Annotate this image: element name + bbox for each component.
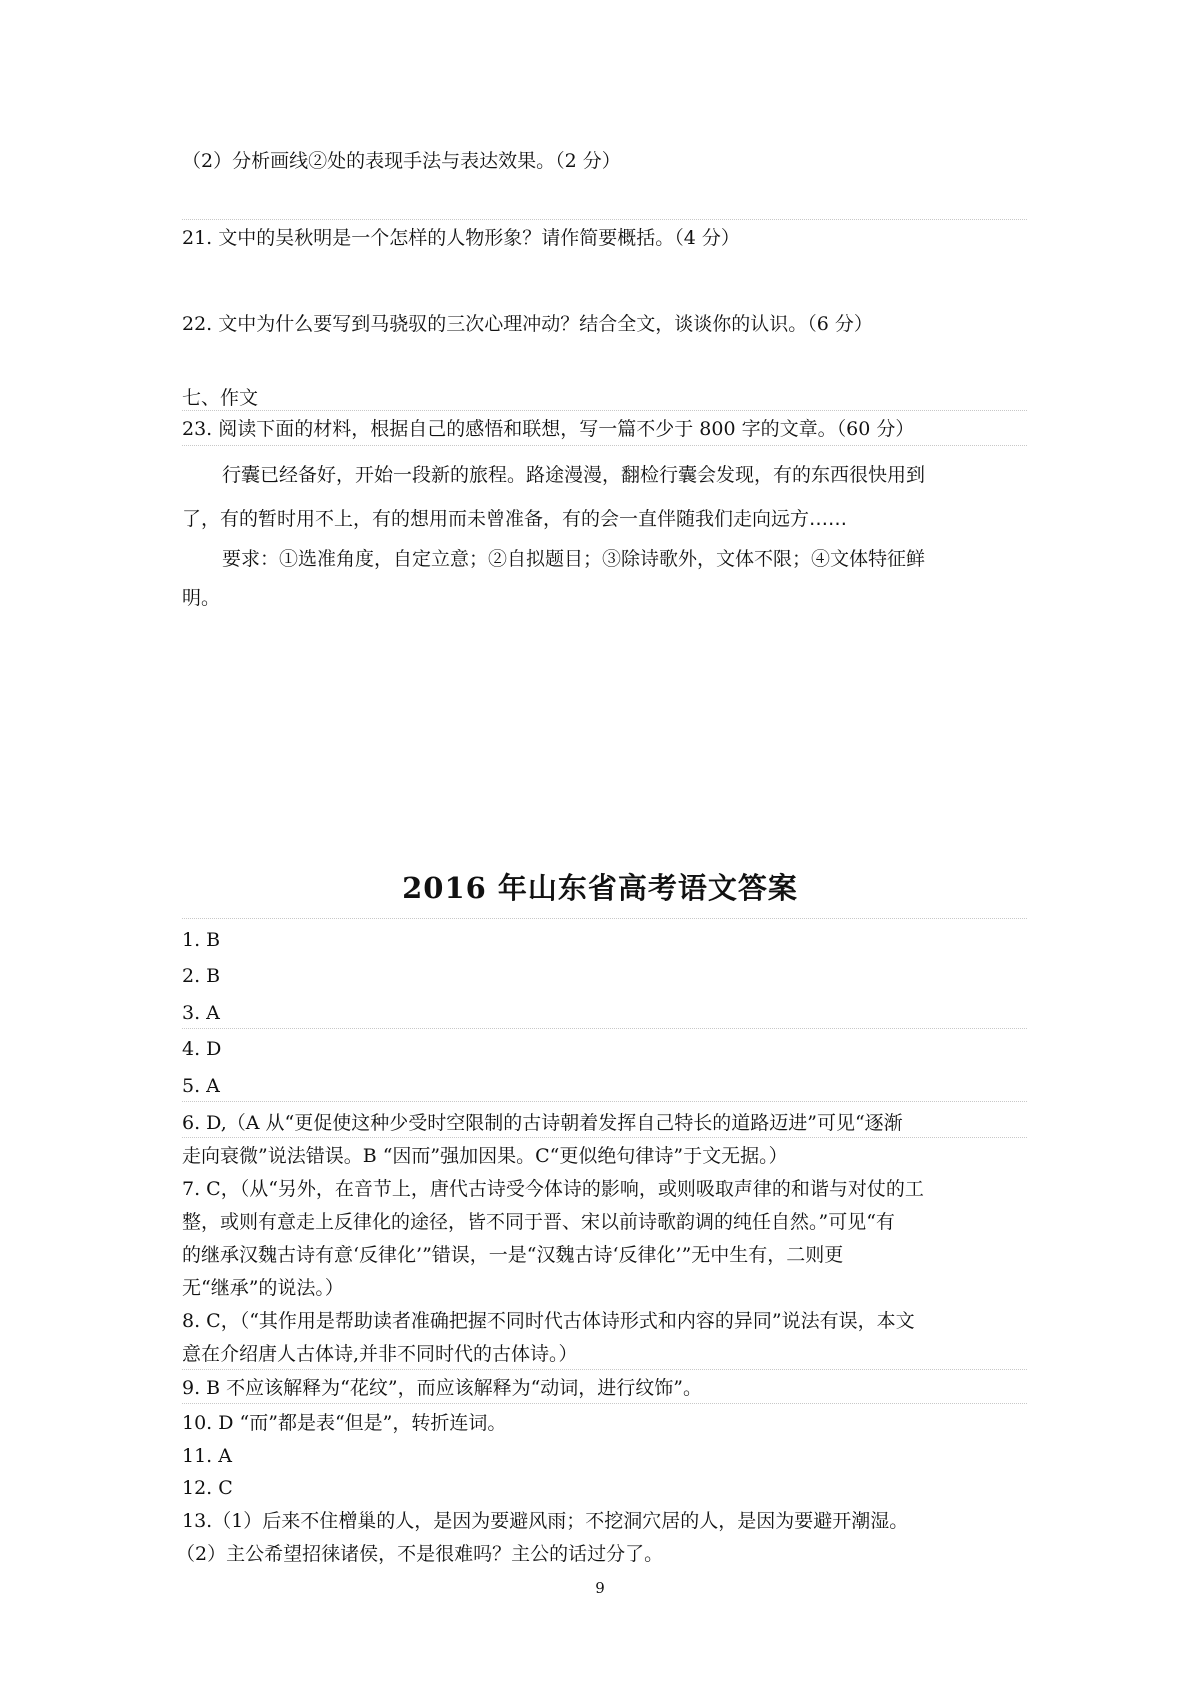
answer-line: 13.（1）后来不住橧巢的人，是因为要避风雨；不挖洞穴居的人，是因为要避开潮湿。 (182, 1510, 909, 1532)
answer-line: 6. D,（A 从“更促使这种少受时空限制的古诗朝着发挥自己特长的道路迈进”可见“逐渐 (182, 1112, 903, 1134)
answer-rule (182, 445, 1027, 446)
answer-rule (182, 1369, 1027, 1370)
material-paragraph-line-1: 行囊已经备好，开始一段新的旅程。路途漫漫，翻检行囊会发现，有的东西很快用到 (222, 464, 926, 486)
answer-line: 5. A (182, 1075, 220, 1097)
answer-line: 10. D “而”都是表“但是”，转折连词。 (182, 1412, 507, 1434)
answer-line: （2）主公希望招徕诸侯，不是很难吗？主公的话过分了。 (176, 1543, 664, 1565)
answer-line: 8. C，（“其作用是帮助读者准确把握不同时代古体诗形式和内容的异同”说法有误，本文 (182, 1310, 915, 1332)
page-number: 9 (595, 1579, 605, 1597)
requirements-line-2: 明。 (182, 587, 221, 609)
question-22: 22. 文中为什么要写到马骁驭的三次心理冲动？结合全文，谈谈你的认识。（6 分） (182, 313, 873, 335)
answer-rule (182, 1137, 1027, 1138)
answer-rule (182, 219, 1027, 220)
answer-line: 9. B 不应该解释为“花纹”，而应该解释为“动词，进行纹饰”。 (182, 1377, 703, 1399)
question-23: 23. 阅读下面的材料，根据自己的感悟和联想，写一篇不少于 800 字的文章。（60 分） (182, 418, 915, 440)
answer-rule (182, 1028, 1027, 1029)
answer-rule (182, 1403, 1027, 1404)
answer-rule (182, 1101, 1027, 1102)
answer-line: 4. D (182, 1038, 222, 1060)
answer-line: 11. A (182, 1445, 232, 1467)
answer-line: 12. C (182, 1477, 233, 1499)
answer-line: 无“继承”的说法。） (182, 1277, 344, 1299)
answer-line: 意在介绍唐人古体诗,并非不同时代的古体诗。） (182, 1343, 578, 1365)
material-paragraph-line-2: 了，有的暂时用不上，有的想用而未曾准备，有的会一直伴随我们走向远方…… (182, 508, 848, 530)
requirements-line-1: 要求：①选准角度，自定立意；②自拟题目；③除诗歌外，文体不限；④文体特征鲜 (222, 548, 926, 570)
answer-line: 7. C，（从“另外，在音节上，唐代古诗受今体诗的影响，或则吸取声律的和谐与对仗的工 (182, 1178, 924, 1200)
title-rule (182, 918, 1027, 919)
answer-line: 走向衰微”说法错误。B “因而”强加因果。C“更似绝句律诗”于文无据。） (182, 1145, 788, 1167)
answer-line: 的继承汉魏古诗有意‘反律化’”错误，一是“汉魏古诗‘反律化’”无中生有，二则更 (182, 1244, 844, 1266)
answer-line: 3. A (182, 1002, 220, 1024)
answer-key-title: 2016 年山东省高考语文答案 (402, 871, 798, 905)
question-20-part-2: （2）分析画线②处的表现手法与表达效果。（2 分） (182, 150, 621, 172)
answer-rule (182, 410, 1027, 411)
question-21: 21. 文中的吴秋明是一个怎样的人物形象？请作简要概括。（4 分） (182, 227, 740, 249)
answer-line: 2. B (182, 965, 221, 987)
section-heading-composition: 七、作文 (182, 387, 259, 409)
answer-line: 整，或则有意走上反律化的途径，皆不同于晋、宋以前诗歌韵调的纯任自然。”可见“有 (182, 1211, 895, 1233)
answer-line: 1. B (182, 929, 221, 951)
